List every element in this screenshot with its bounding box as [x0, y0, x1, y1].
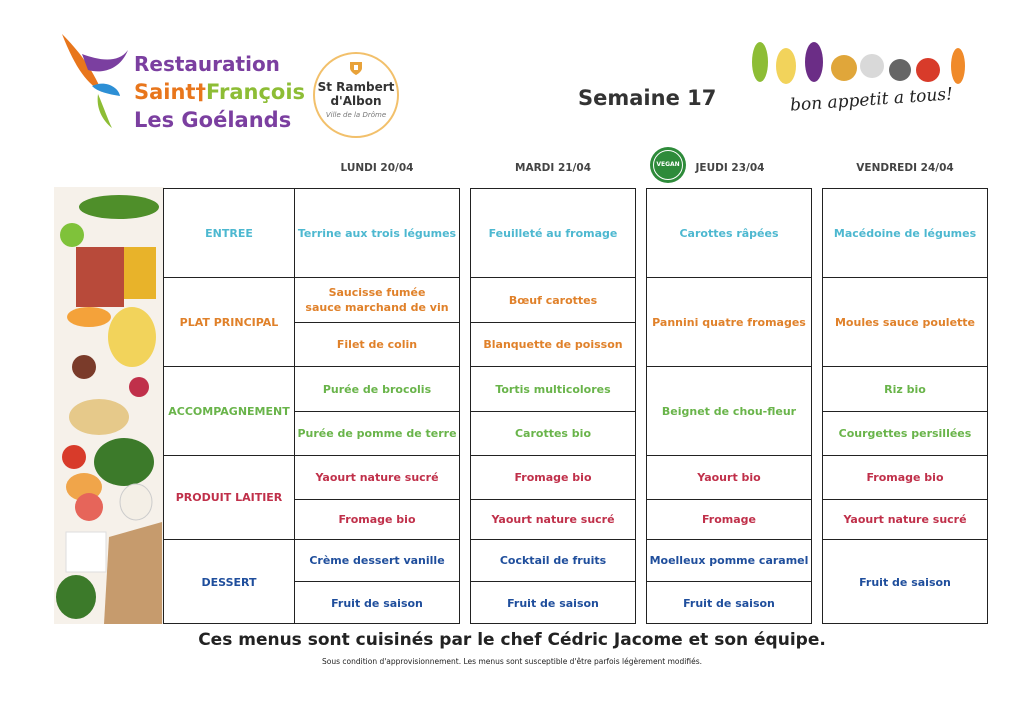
menu-column-lundi	[294, 188, 460, 624]
week-title: Semaine 17	[578, 86, 717, 110]
menu-item: Yaourt bio	[647, 456, 811, 500]
menu-item: Yaourt nature sucré	[823, 500, 987, 540]
menu-item: Feuilleté au fromage	[471, 189, 635, 278]
menu-item: Purée de brocolis	[295, 367, 459, 412]
logo-line-2	[134, 78, 305, 106]
town-badge	[313, 52, 399, 138]
menu-column-jeudi	[646, 188, 812, 624]
menu-column-mardi	[470, 188, 636, 624]
menu-item: Fromage bio	[471, 456, 635, 500]
category-plat: PLAT PRINCIPAL	[164, 278, 294, 367]
menu-item: Crème dessert vanille	[295, 540, 459, 582]
restaurant-logo-icon	[58, 30, 130, 130]
menu-item: Beignet de chou-fleur	[647, 367, 811, 456]
menu-item: Pannini quatre fromages	[647, 278, 811, 367]
food-photo	[54, 187, 164, 624]
category-dessert: DESSERT	[201, 575, 257, 589]
footer-chef-note: Ces menus sont cuisinés par le chef Cédric Jacome et son équipe.	[198, 630, 826, 650]
menu-item: Terrine aux trois légumes	[295, 189, 459, 278]
day-header-mardi: MARDI 21/04	[515, 162, 591, 174]
menu-item: Fromage	[647, 500, 811, 540]
logo-saint: Saint	[134, 80, 196, 104]
vegan-badge-icon	[650, 147, 686, 183]
menu-item: Carottes bio	[471, 412, 635, 456]
menu-item: Blanquette de poisson	[471, 323, 635, 367]
category-entree: ENTREE	[164, 189, 294, 278]
menu-item: Courgettes persillées	[823, 412, 987, 456]
menu-item: Filet de colin	[295, 323, 459, 367]
menu-item-line: Saucisse fumée	[328, 286, 426, 299]
menu-item: Fruit de saison	[331, 596, 423, 610]
menu-column-vendredi	[822, 188, 988, 624]
menu-item: Carottes râpées	[647, 189, 811, 278]
menu-item: Moules sauce poulette	[823, 278, 987, 367]
day-header-vendredi: VENDREDI 24/04	[856, 162, 954, 174]
category-accompagnement: ACCOMPAGNEMENT	[164, 367, 294, 456]
logo-francois: François	[205, 80, 306, 104]
menu-item: Fromage bio	[295, 500, 459, 540]
badge-subtitle: Ville de la Drôme	[325, 111, 387, 119]
vegan-badge-text: VEGAN	[656, 161, 680, 168]
menu-item: Yaourt nature sucré	[471, 500, 635, 540]
menu-item: Fruit de saison	[683, 596, 775, 610]
category-laitier: PRODUIT LAITIER	[164, 456, 294, 540]
menu-item: Fruit de saison	[507, 596, 599, 610]
footer-disclaimer: Sous condition d'approvisionnement. Les menus sont susceptible d'être parfois légèrement modifiés.	[322, 657, 702, 666]
badge-name-2: d'Albon	[330, 94, 382, 108]
restaurant-logo-text	[134, 50, 305, 134]
category-column	[163, 188, 295, 624]
shield-icon	[348, 60, 364, 76]
day-header-jeudi: JEUDI 23/04	[695, 162, 765, 174]
menu-item-line: sauce marchand de vin	[305, 301, 449, 314]
menu-item: Macédoine de légumes	[823, 189, 987, 278]
logo-line-1: Restauration	[134, 52, 280, 76]
day-header-lundi: LUNDI 20/04	[340, 162, 414, 174]
menu-item: Bœuf carottes	[471, 278, 635, 323]
menu-item: Yaourt nature sucré	[295, 456, 459, 500]
cross-icon: †	[195, 80, 206, 104]
menu-item: Fruit de saison	[859, 575, 951, 589]
menu-item	[295, 278, 459, 323]
menu-item: Riz bio	[823, 367, 987, 412]
menu-item: Cocktail de fruits	[471, 540, 635, 582]
menu-item: Purée de pomme de terre	[295, 412, 459, 456]
menu-item: Moelleux pomme caramel	[647, 540, 811, 582]
logo-line-3: Les Goélands	[134, 108, 292, 132]
badge-name-1: St Rambert	[317, 80, 395, 94]
menu-item: Fromage bio	[823, 456, 987, 500]
greeting-text: bon appetit a tous!	[789, 84, 954, 116]
menu-item: Tortis multicolores	[471, 367, 635, 412]
